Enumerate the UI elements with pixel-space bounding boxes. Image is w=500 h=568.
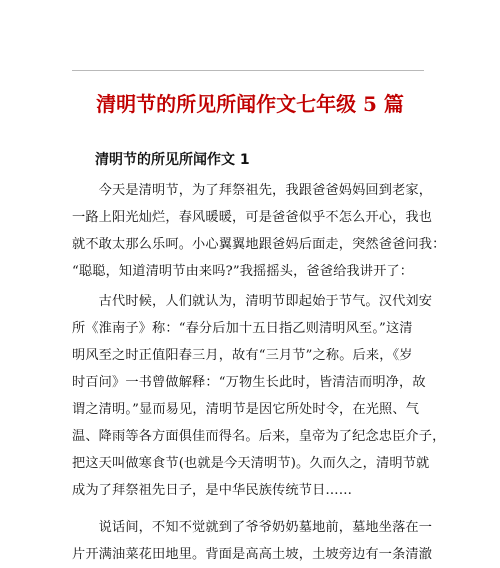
paragraph-line: 一路上阳光灿烂，春风暖暖，可是爸爸似乎不怎么开心，我也 bbox=[72, 210, 433, 225]
header-rule bbox=[72, 70, 424, 71]
paragraph-line: 时百问》一书曾做解释：“万物生长此时，皆清洁而明净，故 bbox=[72, 375, 426, 390]
paragraph-line: 成为了拜祭祖先日子，是中华民族传统节日…… bbox=[72, 483, 353, 498]
paragraph-line: 就不敢太那么乐呵。小心翼翼地跟爸妈后面走，突然爸爸问我： bbox=[72, 237, 446, 252]
paragraph-line: 古代时候，人们就认为，清明节即起始于节气。汉代刘安 bbox=[72, 294, 433, 309]
paragraph-line: 把这天叫做寒食节(也就是今天清明节)。久而久之，清明节就 bbox=[72, 456, 430, 471]
paragraph-line: 今天是清明节，为了拜祭祖先，我跟爸爸妈妈回到老家， bbox=[72, 183, 433, 198]
paragraph-line: 温、降雨等各方面俱佳而得名。后来，皇帝为了纪念忠臣介子， bbox=[72, 429, 446, 444]
essay-subtitle: 清明节的所见所闻作文 1 bbox=[95, 152, 250, 168]
paragraph-line: 明风至之时正值阳春三月，故有“三月节”之称。后来，《岁 bbox=[72, 348, 413, 363]
paragraph-3 bbox=[72, 514, 433, 568]
paragraph-line: 说话间，不知不觉就到了爷爷奶奶墓地前，墓地坐落在一 bbox=[72, 520, 433, 535]
paragraph-line: “聪聪，知道清明节由来吗?”我摇摇头，爸爸给我讲开了： bbox=[72, 264, 414, 279]
paragraph-1 bbox=[72, 177, 446, 285]
paragraph-line: 片开满油菜花田地里。背面是高高土坡，土坡旁边有一条清澈 bbox=[72, 547, 433, 562]
paragraph-2 bbox=[72, 288, 446, 504]
document-title: 清明节的所见所闻作文七年级 5 篇 bbox=[96, 92, 404, 116]
paragraph-line: 所《淮南子》称：“春分后加十五日指乙则清明风至。”这清 bbox=[72, 321, 413, 336]
paragraph-line: 谓之清明。”显而易见，清明节是因它所处时令，在光照、气 bbox=[72, 402, 420, 417]
